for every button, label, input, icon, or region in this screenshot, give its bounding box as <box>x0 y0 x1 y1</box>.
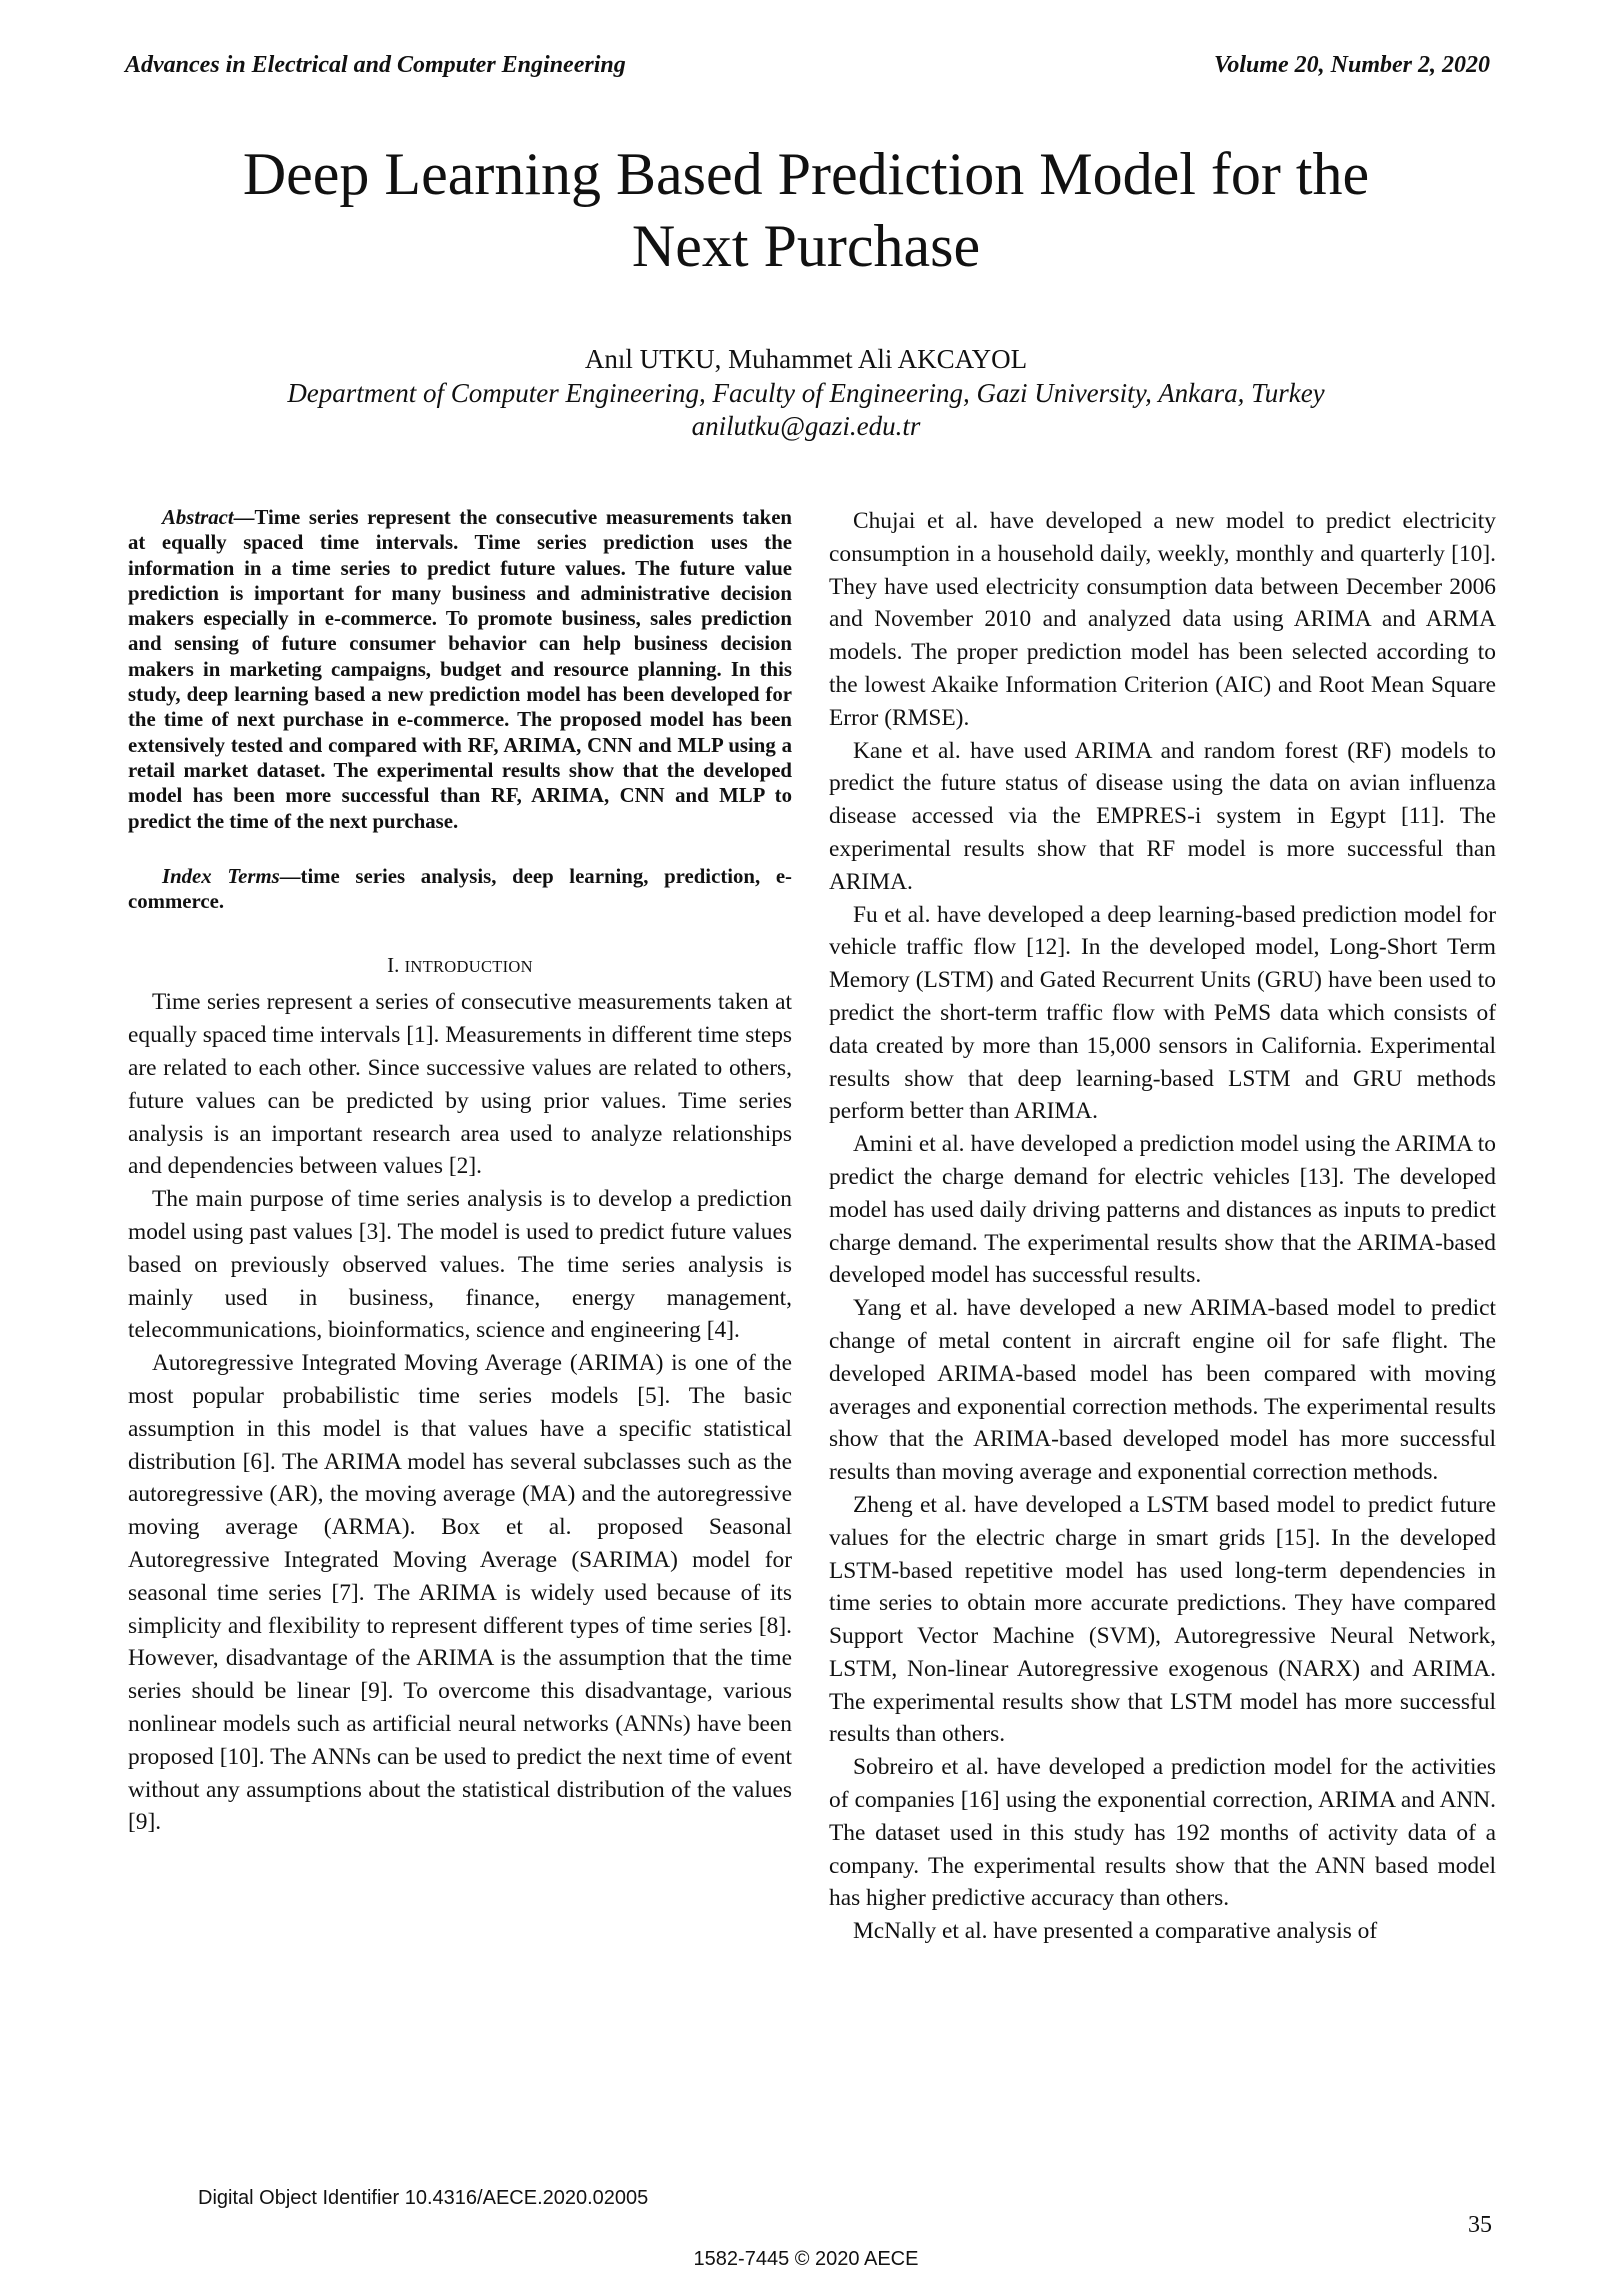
index-terms-text: —time series analysis, deep learning, prediction, e-commerce. <box>128 864 792 914</box>
paper-title-line-2: Next Purchase <box>631 213 981 279</box>
index-terms <box>128 864 792 915</box>
paper-title-line-1: Deep Learning Based Prediction Model for the <box>242 141 1370 207</box>
body-paragraph: Time series represent a series of consecutive measurements taken at equally spaced time intervals [1]. Measurements in different time steps are related to each other. Since successive values are related to others, future values can be predicted by using prior values. Time series analysis is an important research area used to analyze relationships and dependencies between values [2]. <box>128 989 792 1180</box>
left-column <box>128 505 792 1839</box>
body-paragraph: Amini et al. have developed a prediction model using the ARIMA to predict the charge demand for electric vehicles [13]. The developed model has used daily driving patterns and distances as inputs to predict charge demand. The experimental results show that the ARIMA-based developed model has successful results. <box>829 1131 1496 1289</box>
body-paragraph: Yang et al. have developed a new ARIMA-based model to predict change of metal content in aircraft engine oil for safe flight. The developed ARIMA-based model has been compared with moving averages and exponential correction methods. The experimental results show that the ARIMA-based developed model has more successful results than moving average and exponential correction methods. <box>829 1295 1496 1486</box>
author-list: Anıl UTKU, Muhammet Ali AKCAYOL <box>584 344 1028 374</box>
abstract <box>128 505 792 834</box>
body-paragraph: Autoregressive Integrated Moving Average (ARIMA) is one of the most popular probabilistic time series models [5]. The basic assumption in this model is that values have a specific statistical distribution [6]. The ARIMA model has several subclasses such as the autoregressive (AR), the moving average (MA) and the autoregressive moving average (ARMA). Box et al. proposed Seasonal Autoregressive Integrated Moving Average (SARIMA) model for seasonal time series [7]. The ARIMA is widely used because of its simplicity and flexibility to represent different types of time series [8]. However, disadvantage of the ARIMA is the assumption that the time series should be linear [9]. To overcome this disadvantage, various nonlinear models such as artificial neural networks (ANNs) have been proposed [10]. The ANNs can be used to predict the next time of event without any assumptions about the statistical distribution of the values [9]. <box>128 1350 792 1836</box>
volume-issue: Volume 20, Number 2, 2020 <box>1213 52 1490 78</box>
abstract-text: —Time series represent the consecutive measurements taken at equally spaced time intervals. Time series prediction uses the information in a time series to predict future values. The future value prediction is important for many business and administrative decision makers especially in e-commerce. To promote business, sales prediction and sensing of future consumer behavior can help business decision makers in marketing campaigns, budget and resource planning. In this study, deep learning based a new prediction model has been developed for the time of next purchase in e-commerce. The proposed model has been extensively tested and compared with RF, ARIMA, CNN and MLP using a retail market dataset. The experimental results show that the developed model has been more successful than RF, ARIMA, CNN and MLP to predict the time of the next purchase. <box>128 506 792 833</box>
affiliation <box>120 377 1492 443</box>
body-paragraph: Sobreiro et al. have developed a prediction model for the activities of companies [16] using the exponential correction, ARIMA and ANN. The dataset used in this study has 192 months of activity data of a company. The experimental results show that the ANN based model has higher predictive accuracy than others. <box>829 1754 1496 1912</box>
body-paragraph: Chujai et al. have developed a new model to predict electricity consumption in a household daily, weekly, monthly and quarterly [10]. They have used electricity consumption data between December 2006 and November 2010 and analyzed data using ARIMA and ARMA models. The proper prediction model has been selected according to the lowest Akaike Information Criterion (AIC) and Root Mean Square Error (RMSE). <box>829 508 1496 731</box>
doi-footer: Digital Object Identifier 10.4316/AECE.2020.02005 <box>198 2187 649 2209</box>
right-column <box>829 505 1496 1948</box>
section-number: I. <box>387 953 400 978</box>
issn-footer: 1582-7445 © 2020 AECE <box>693 2248 919 2270</box>
running-head <box>125 52 1490 88</box>
paper-title <box>120 138 1492 282</box>
page-number: 35 <box>1468 2212 1492 2238</box>
author-email: anilutku@gazi.edu.tr <box>691 411 921 441</box>
affiliation-department: Department of Computer Engineering, Faculty of Engineering, Gazi University, Ankara, Turkey <box>287 378 1325 408</box>
abstract-lead: Abstract <box>162 506 234 529</box>
index-terms-lead: Index Terms <box>162 864 280 888</box>
body-paragraph: Zheng et al. have developed a LSTM based model to predict future values for the electric charge in smart grids [15]. In the developed LSTM-based repetitive model has used long-term dependencies in time series to obtain more accurate predictions. They have compared Support Vector Machine (SVM), Autoregressive Neural Network, LSTM, Non-linear Autoregressive exogenous (NARX) and ARIMA. The experimental results show that LSTM model has more successful results than others. <box>829 1491 1496 1748</box>
body-paragraph: Kane et al. have used ARIMA and random forest (RF) models to predict the future status of disease using the data on avian influenza disease accessed via the EMPRES-i system in Egypt [11]. The experimental results show that RF model is more successful than ARIMA. <box>829 737 1496 895</box>
body-paragraph: Fu et al. have developed a deep learning-based prediction model for vehicle traffic flow [12]. In the developed model, Long-Short Term Memory (LSTM) and Gated Recurrent Units (GRU) have been used to predict the short-term traffic flow with PeMS data which consists of data created by more than 15,000 sensors in California. Experimental results show that deep learning-based LSTM and GRU methods perform better than ARIMA. <box>829 901 1496 1125</box>
journal-name: Advances in Electrical and Computer Engineering <box>125 52 626 78</box>
section-title: INTRODUCTION <box>404 957 533 977</box>
body-paragraph: McNally et al. have presented a comparative analysis of <box>853 1918 1378 1945</box>
section-heading-introduction <box>128 950 792 982</box>
body-paragraph: The main purpose of time series analysis is to develop a prediction model using past values [3]. The model is used to predict future values based on previously observed values. The time series analysis is mainly used in business, finance, energy management, telecommunications, bioinformatics, science and engineering [4]. <box>128 1186 792 1344</box>
